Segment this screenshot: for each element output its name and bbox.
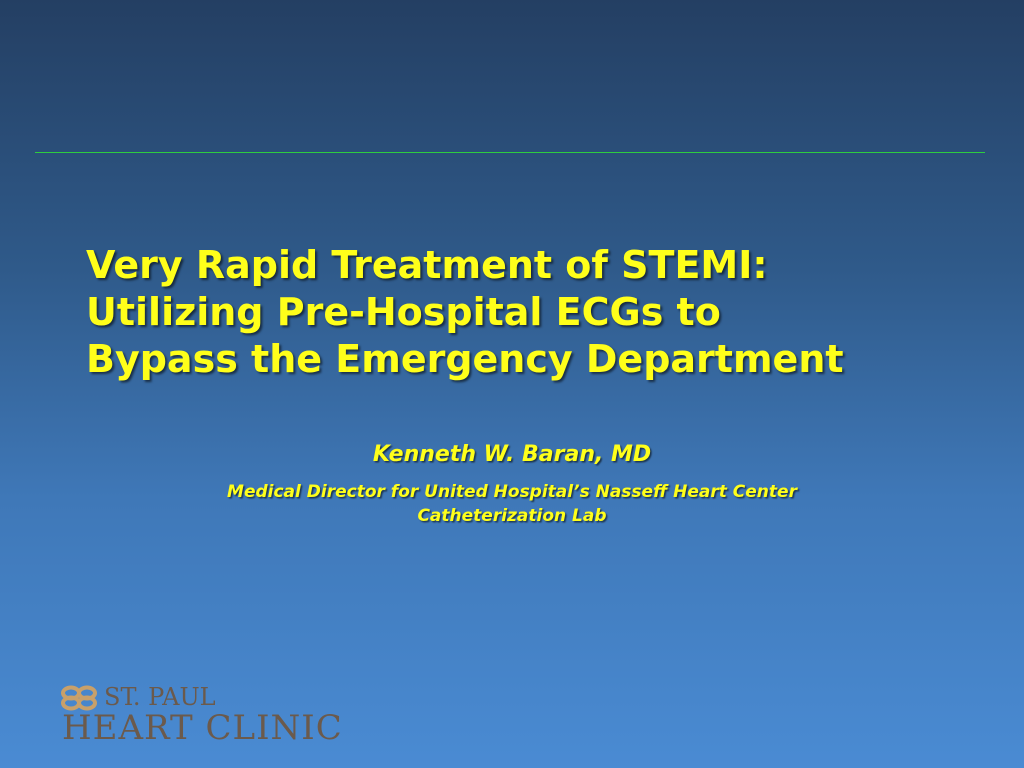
logo-text-heart-clinic: HEART CLINIC (62, 708, 343, 748)
st-paul-heart-clinic-logo (60, 682, 440, 748)
author-affiliation (0, 480, 1024, 528)
author-name: Kenneth W. Baran, MD (372, 442, 652, 467)
logo-text-st-paul: ST. PAUL (104, 683, 216, 711)
slide-title-line-1: Very Rapid Treatment of STEMI: (86, 243, 768, 287)
header-divider-line (35, 152, 985, 153)
slide-title-line-3: Bypass the Emergency Department (86, 337, 844, 381)
slide-title-line-2: Utilizing Pre-Hospital ECGs to (86, 290, 721, 334)
affiliation-line-2: Catheterization Lab (417, 506, 607, 526)
slide-title (86, 242, 986, 383)
affiliation-line-1: Medical Director for United Hospital’s Nasseff Heart Center (227, 482, 797, 502)
